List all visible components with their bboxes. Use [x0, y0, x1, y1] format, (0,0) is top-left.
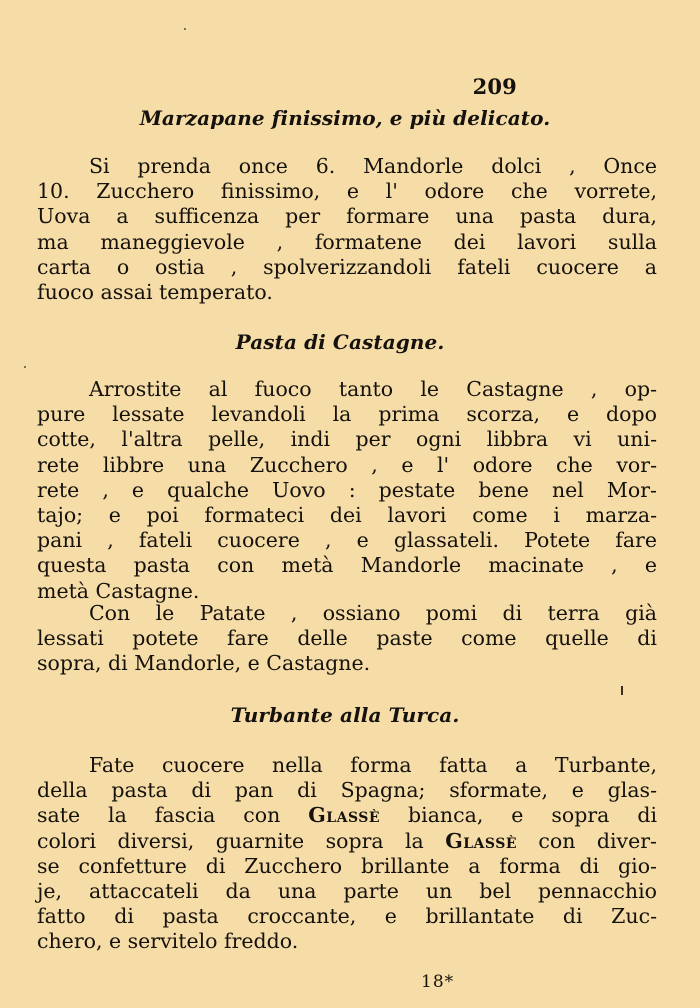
printer-signature-mark: 18* [421, 972, 455, 992]
text-line: rete , e qualche Uovo : pestate bene nel Mor- [37, 477, 657, 502]
text-line: je, attaccateli da una parte un bel pennacchio [37, 879, 657, 904]
text-line: metà Castagne. [37, 578, 200, 603]
text-line: pani , fateli cuocere , e glassateli. Potete fare [37, 528, 657, 553]
text-line: questa pasta con metà Mandorle macinate , e [37, 553, 657, 578]
text-line [37, 803, 657, 828]
text-line: Fate cuocere nella forma fatta a Turbante, [89, 753, 657, 777]
recipe-text-turbante [37, 753, 657, 955]
recipe-text-castagne [37, 377, 657, 604]
text-line: rete libbre una Zucchero , e l' odore che vor- [37, 452, 657, 477]
text-line: lessati potete fare delle paste come quelle di [37, 626, 657, 651]
recipe-heading-marzapane: Marzapane finissimo, e più delicato. [139, 106, 551, 130]
text-line: ma maneggievole , formatene dei lavori sulla [37, 229, 657, 254]
text-line: 10. Zucchero finissimo, e l' odore che vorrete, [37, 179, 657, 204]
text-line: Con le Patate , ossiano pomi di terra già [89, 601, 657, 625]
recipe-heading-turbante: Turbante alla Turca. [230, 703, 460, 727]
paper-speck [24, 366, 26, 368]
page-number: 209 [472, 74, 517, 99]
text-line: Arrostite al fuoco tanto le Castagne , op- [89, 377, 657, 401]
text-line: carta o ostia , spolverizzandoli fateli cuocere a [37, 254, 657, 279]
text-line: fatto di pasta croccante, e brillantate di Zuc- [37, 904, 657, 929]
glasse-term: Glassè [308, 803, 381, 828]
text-fragment: con diver- [517, 828, 657, 853]
text-line: cotte, l'altra pelle, indi per ogni libbra vi uni- [37, 427, 657, 452]
recipe-text-patate [37, 601, 657, 677]
text-line: fuoco assai temperato. [37, 280, 273, 305]
text-fragment: colori diversi, guarnite sopra la [37, 828, 446, 853]
text-line: chero, e servitelo freddo. [37, 929, 299, 954]
text-line: Uova a sufficenza per formare una pasta dura, [37, 204, 657, 229]
text-line: sopra, di Mandorle, e Castagne. [37, 651, 371, 676]
text-line: Si prenda once 6. Mandorle dolci , Once [89, 154, 657, 178]
text-line: se confetture di Zucchero brillante a forma di gio- [37, 853, 657, 878]
text-line: della pasta di pan di Spagna; sformate, e glas- [37, 778, 657, 803]
text-fragment: sate la fascia con [37, 803, 309, 828]
text-line: tajo; e poi formateci dei lavori come i marza- [37, 503, 657, 528]
paper-speck [184, 28, 186, 30]
recipe-text-marzapane [37, 154, 657, 305]
text-line: pure lessate levandoli la prima scorza, e dopo [37, 402, 657, 427]
text-line [37, 829, 657, 854]
recipe-heading-castagne: Pasta di Castagne. [235, 330, 445, 354]
glasse-term: Glassè [445, 828, 518, 853]
paper-mark [621, 686, 623, 695]
text-fragment: bianca, e sopra di [380, 803, 657, 828]
